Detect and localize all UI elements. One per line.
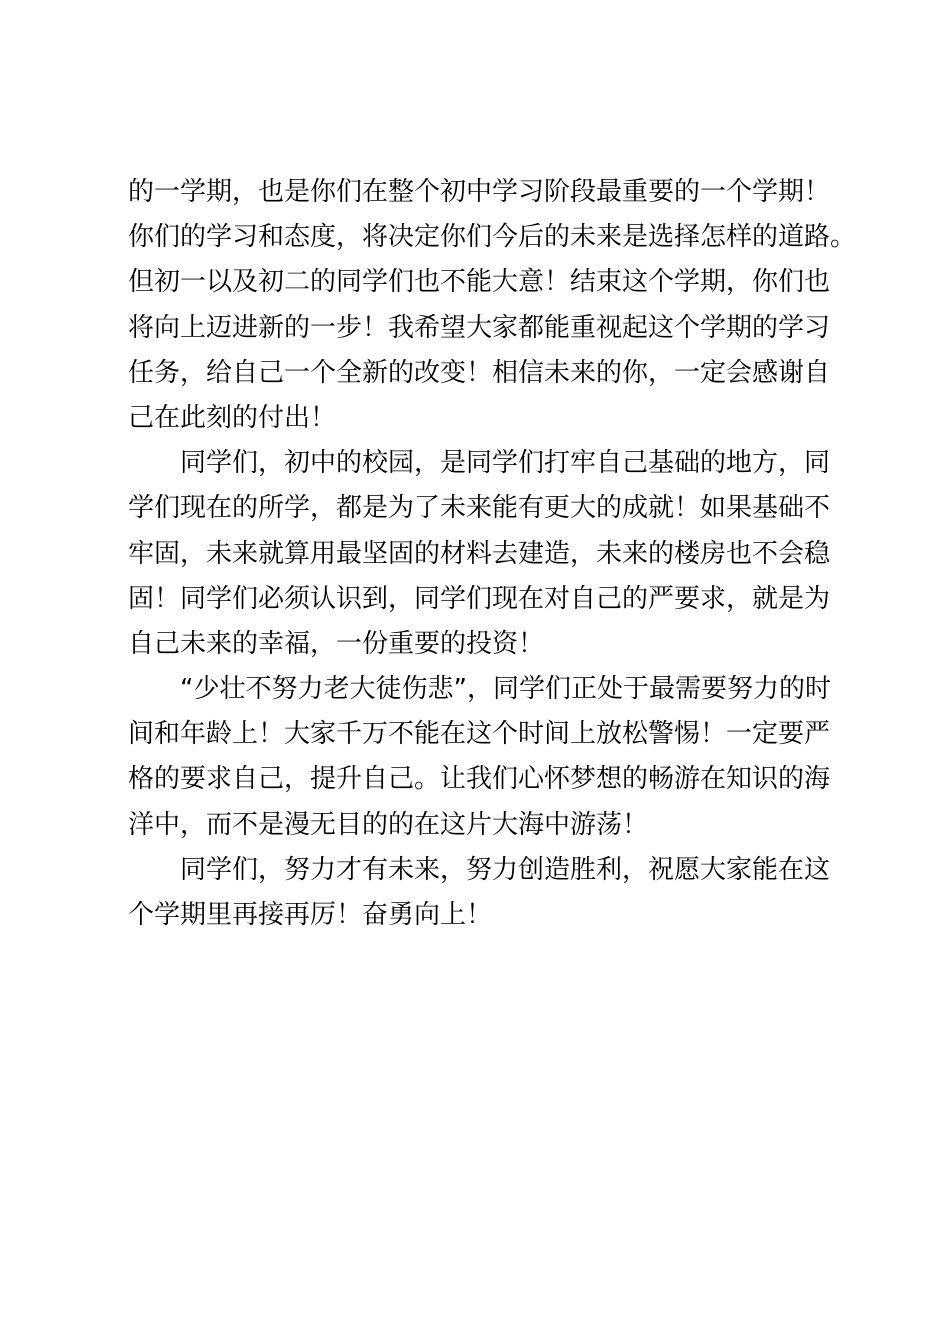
text-line: 但初一以及初二的同学们也不能大意！结束这个学期，你们也	[128, 267, 831, 298]
paragraph-1	[128, 170, 857, 441]
document-body	[128, 170, 857, 938]
text-line: 个学期里再接再厉！奋勇向上！	[128, 900, 493, 930]
text-line: 同学们，初中的校园，是同学们打牢自己基础的地方，同	[180, 448, 831, 479]
text-line: 自己未来的幸福，一份重要的投资！	[128, 628, 545, 659]
paragraph-4	[128, 848, 848, 938]
paragraph-2	[128, 441, 848, 667]
text-line: 洋中，而不是漫无目的的在这片大海中游荡！	[128, 809, 649, 840]
paragraph-3	[128, 667, 848, 848]
text-line: 间和年龄上！大家千万不能在这个时间上放松警惕！一定要严	[128, 719, 831, 750]
text-line: 你们的学习和态度，将决定你们今后的未来是选择怎样的道路。	[128, 222, 857, 253]
text-line: 任务，给自己一个全新的改变！相信未来的你，一定会感谢自	[128, 357, 831, 388]
text-line: 将向上迈进新的一步！我希望大家都能重视起这个学期的学习	[128, 312, 831, 343]
text-line: 固！同学们必须认识到，同学们现在对自己的严要求，就是为	[128, 583, 831, 614]
text-line: 牢固，未来就算用最坚固的材料去建造，未来的楼房也不会稳	[128, 538, 831, 569]
text-line: 的一学期，也是你们在整个初中学习阶段最重要的一个学期！	[128, 177, 831, 207]
text-line: 格的要求自己，提升自己。让我们心怀梦想的畅游在知识的海	[128, 764, 831, 795]
text-line: 同学们，努力才有未来，努力创造胜利，祝愿大家能在这	[180, 854, 831, 885]
text-line: 己在此刻的付出！	[128, 402, 337, 433]
text-line: 学们现在的所学，都是为了未来能有更大的成就！如果基础不	[128, 493, 831, 524]
text-line: “少壮不努力老大徒伤悲”，同学们正处于最需要努力的时	[180, 674, 831, 705]
